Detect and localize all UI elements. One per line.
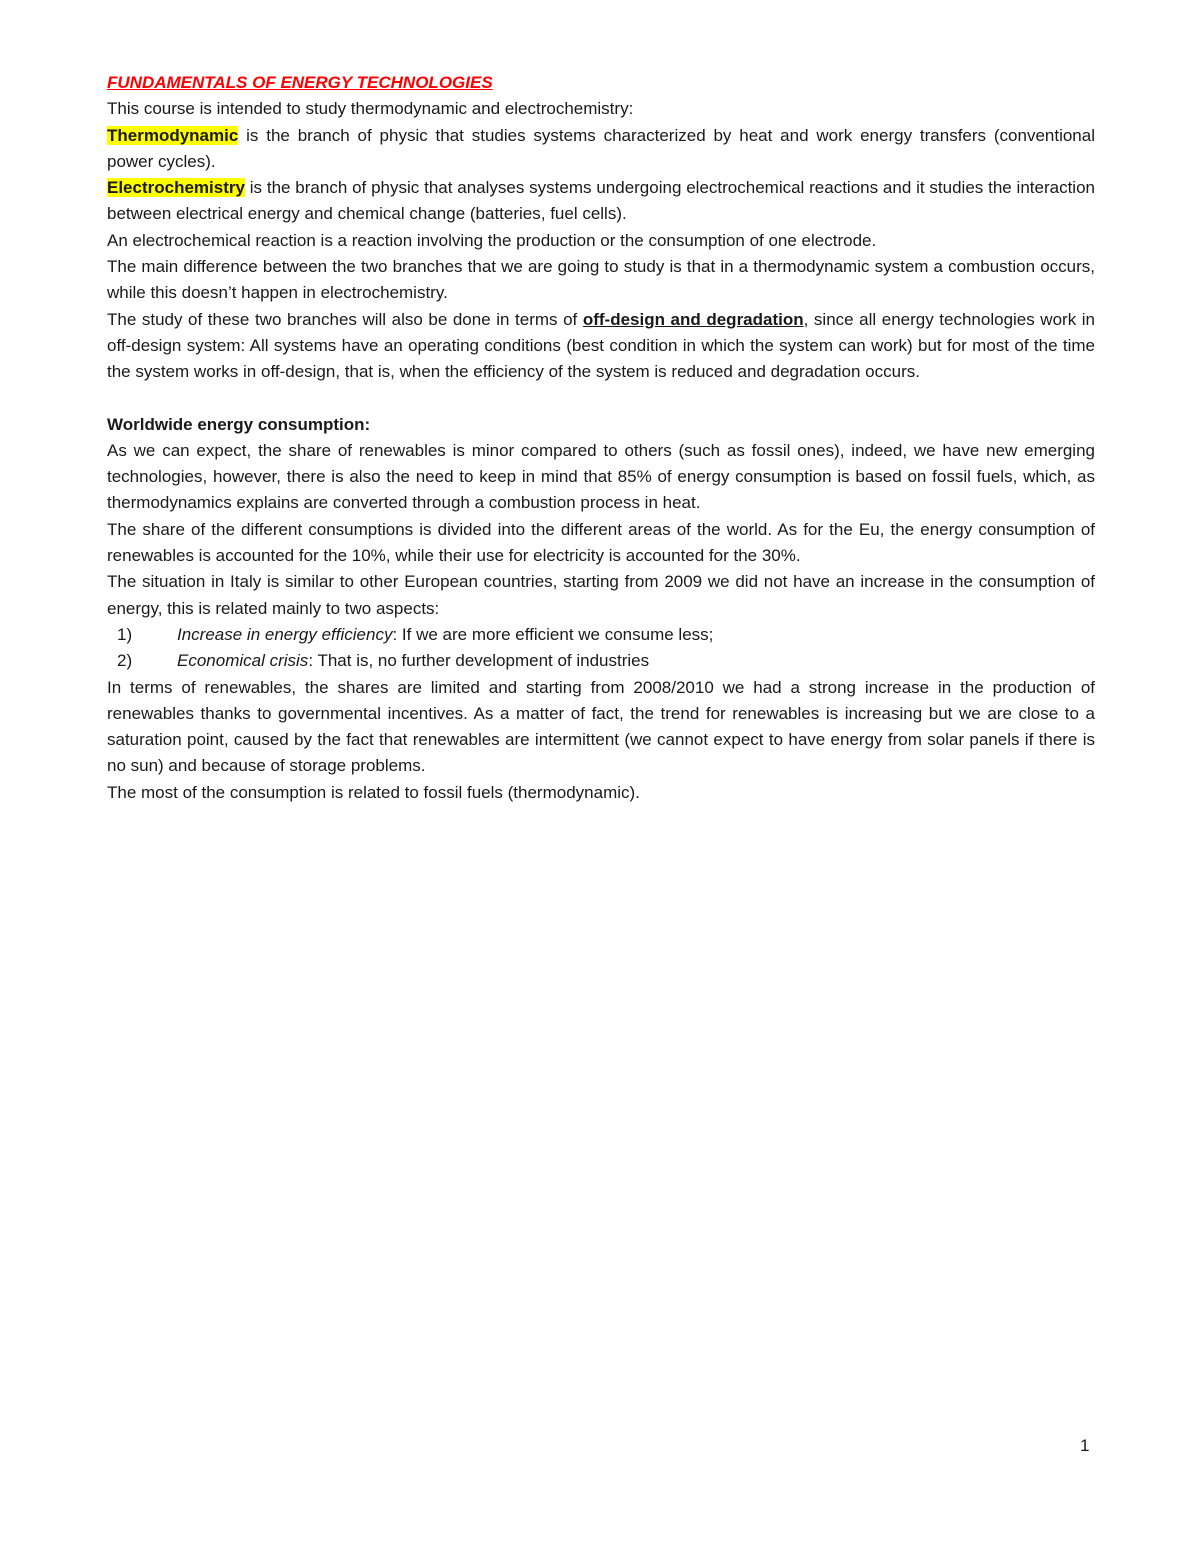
main-difference-paragraph: The main difference between the two branches that we are going to study is that in a thermodynamic system a combustion occurs, while this doesn’t happen in electrochemistry. xyxy=(107,257,1095,303)
off-design-intro: The study of these two branches will also be done in terms of xyxy=(107,309,583,329)
thermodynamic-term: Thermodynamic xyxy=(107,125,239,145)
trend-paragraph: In terms of renewables, the shares are limited and starting from 2008/2010 we had a strong increase in the production of renewables thanks to governmental incentives. As a matter of fact, the trend for renewables is increasing but we are close to a saturation point, caused by the fact that renewables are intermittent (we cannot expect to have energy from solar panels if there is no sun) and because of storage problems. xyxy=(107,677,1095,776)
list-item-term: Increase in energy efficiency xyxy=(177,624,393,644)
electrochemistry-definition: is the branch of physic that analyses systems undergoing electrochemical reactions and it studies the interaction between electrical energy and chemical change (batteries, fuel cells). xyxy=(107,178,1095,224)
thermodynamic-definition: is the branch of physic that studies systems characterized by heat and work energy transfers (conventional power cycles). xyxy=(107,125,1095,171)
share-paragraph: The share of the different consumptions is divided into the different areas of the world. As for the Eu, the energy consumption of renewables is accounted for the 10%, while their use for electricity is accounted for the 30%. xyxy=(107,519,1095,566)
document-title xyxy=(107,70,1095,96)
final-paragraph: The most of the consumption is related to fossil fuels (thermodynamic). xyxy=(107,782,640,802)
reaction-definition-paragraph: An electrochemical reaction is a reaction involving the production or the consumption of one electrode. xyxy=(107,230,877,250)
list-item-text: : That is, no further development of industries xyxy=(308,651,650,671)
list-item-text: : If we are more efficient we consume less; xyxy=(392,624,714,644)
list-item-number: 2) xyxy=(117,651,133,671)
renewables-paragraph: As we can expect, the share of renewables is minor compared to others (such as fossil ones), indeed, we have new emerging technologies, however, there is also the need to keep in mind that 85% of energy consumption is based on fossil fuels, which, as thermodynamics explains are converted through a combustion process in heat. xyxy=(107,440,1095,513)
electrochemistry-term: Electrochemistry xyxy=(107,178,245,198)
section-heading: Worldwide energy consumption: xyxy=(107,414,371,434)
document-body xyxy=(107,70,1095,806)
intro-paragraph: This course is intended to study thermodynamic and electrochemistry: xyxy=(107,99,634,119)
off-design-term: off-design and degradation xyxy=(582,309,804,329)
document-title-text: FUNDAMENTALS OF ENERGY TECHNOLOGIES xyxy=(107,73,493,92)
thermodynamic-paragraph xyxy=(107,123,1095,176)
italy-paragraph: The situation in Italy is similar to other European countries, starting from 2009 we did not have an increase in the consumption of energy, this is related mainly to two aspects: xyxy=(107,572,1095,618)
electrochemistry-paragraph xyxy=(107,175,1095,228)
off-design-paragraph xyxy=(107,307,1095,386)
list-item xyxy=(107,622,1095,648)
list-item xyxy=(107,648,1095,674)
reasons-list xyxy=(107,622,1095,675)
list-item-number: 1) xyxy=(117,624,133,644)
off-design-explanation: , since all energy technologies work in off-design system: All systems have an operating conditions (best condition in which the system can work) but for most of the time the system works in off-design, that is, when the efficiency of the system is reduced and degradation occurs. xyxy=(107,309,1095,382)
page-number: 1 xyxy=(1080,1436,1090,1455)
list-item-term: Economical crisis xyxy=(177,651,309,671)
